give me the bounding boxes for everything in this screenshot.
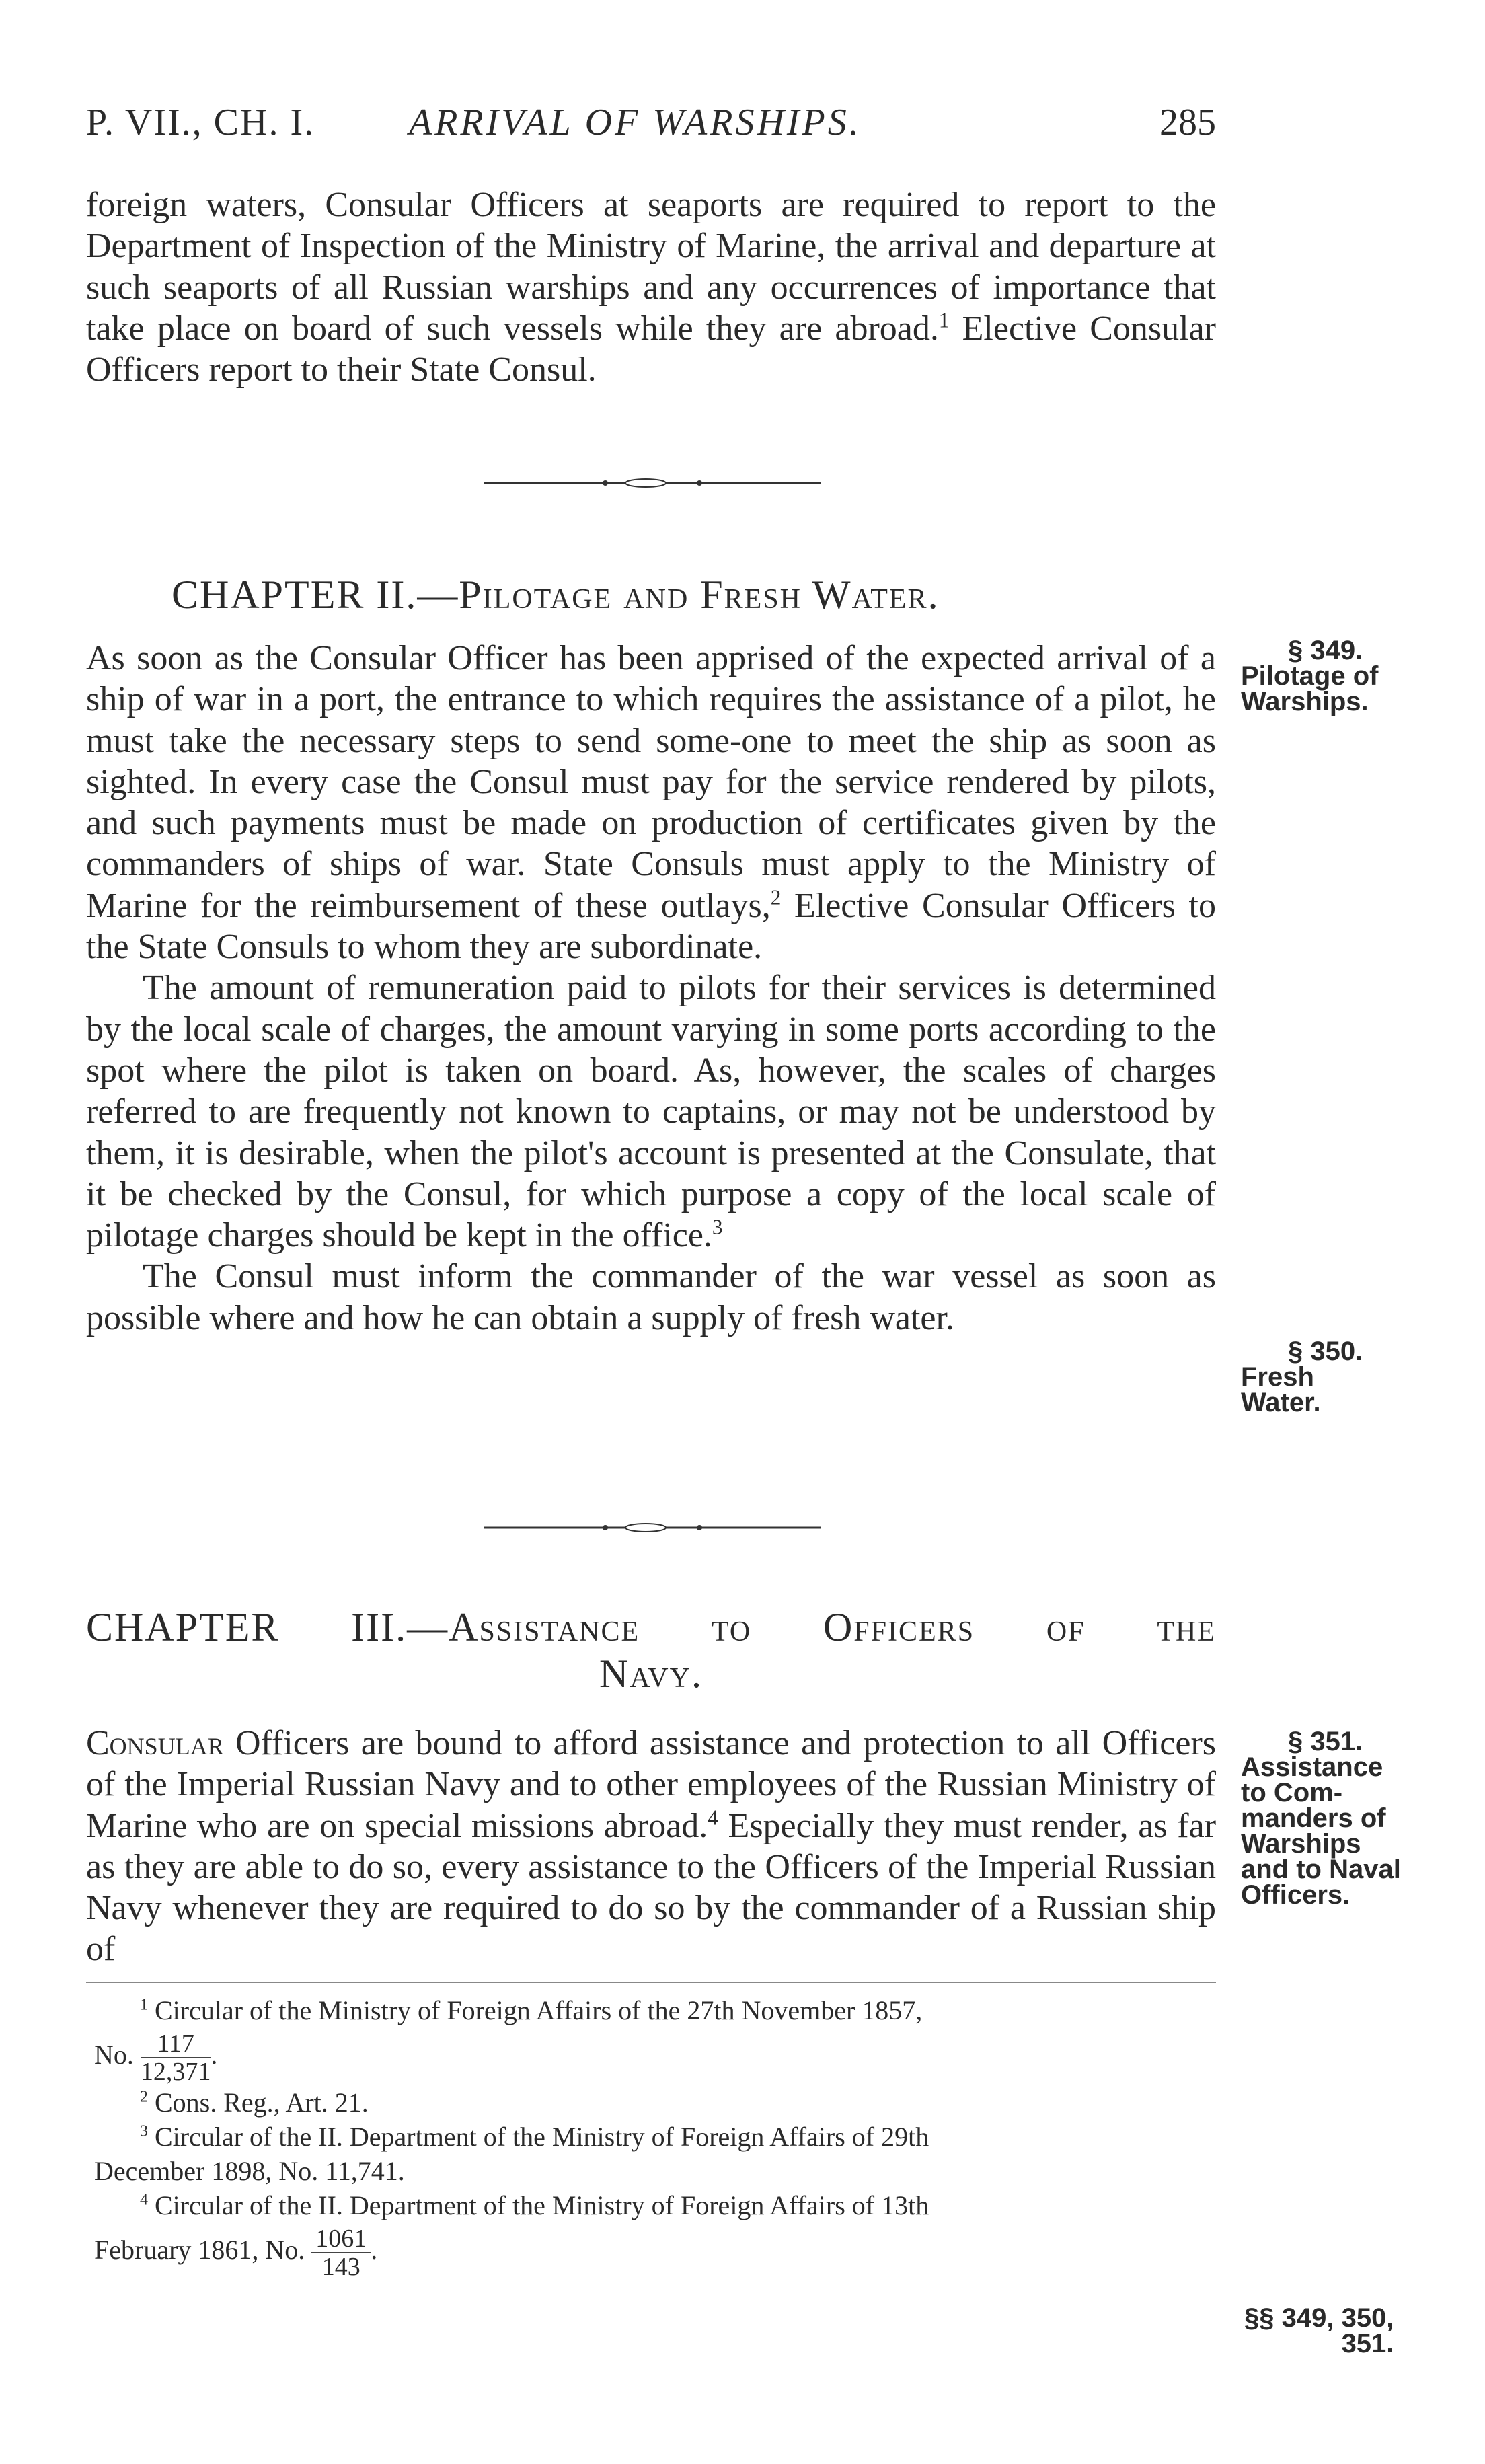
paragraph-text: As soon as the Consular Officer has been apprised of the expected arrival of a ship of war in a port, the entrance to which requires the assistance of a pilot, he must take the necessary steps to send some-one to meet the ship as soon as sighted. In every case the Consul must pay for the service rendered by pilots, and such payments must be made on production of certificates given by the commanders of ships of war. State Consuls must apply to the Ministry of Marine for the reimbursement of these outlays, bbox=[86, 639, 1216, 925]
part-chapter-label: P. VII., CH. I. bbox=[86, 102, 315, 143]
footnote-ref: 1 bbox=[938, 308, 950, 332]
footnote-text: February 1861, No. bbox=[94, 2235, 305, 2266]
chapter-2-number: CHAPTER II.— bbox=[172, 572, 459, 617]
chapter-2-body bbox=[86, 638, 1216, 1339]
margin-note-line: Officers. bbox=[1241, 1880, 1350, 1910]
footnote-4-continued: February 1861, No. $\frac{1061}{143}$ . bbox=[94, 2225, 378, 2281]
page-number: 285 bbox=[1159, 102, 1216, 143]
footnote-4 bbox=[94, 2188, 1224, 2223]
ornamental-divider bbox=[484, 473, 821, 493]
footnote-number: 2 bbox=[140, 2088, 148, 2106]
section-number: § 349. bbox=[1288, 636, 1363, 665]
chapter-2-heading bbox=[172, 572, 1301, 618]
fraction-denominator: 12,371 bbox=[140, 2058, 211, 2086]
footnote-text: Circular of the II. Department of the Ministry of Foreign Affairs of 13th bbox=[155, 2190, 929, 2220]
section-number: § 351. bbox=[1288, 1727, 1363, 1756]
intro-text-end: Elective Consular Officers report to their State Consul. bbox=[86, 309, 1217, 389]
footnote-ref: 4 bbox=[708, 1805, 718, 1830]
ornamental-divider bbox=[484, 1518, 821, 1538]
footnote-number: 4 bbox=[140, 2191, 148, 2209]
fraction-numerator: 1061 bbox=[311, 2225, 371, 2253]
chapter-2-paragraph-1 bbox=[86, 638, 1216, 967]
chapter-3-body bbox=[86, 1723, 1216, 1970]
paragraph-text: Especially they must render, as far as they are able to do so, every assistance to the Officers of the Imperial Russian Navy whenever they are required to do so by the commander of a Russian ship of bbox=[86, 1806, 1217, 1969]
page-footer-sections bbox=[1244, 2305, 1394, 2356]
fraction-denominator: 143 bbox=[321, 2253, 360, 2281]
paragraph-text: The Consul must inform the commander of the war vessel as soon as possible where and how he can obtain a supply of fresh water. bbox=[86, 1257, 1216, 1337]
chapter-3-title: Assistance to Officers of the bbox=[449, 1605, 1216, 1649]
footnotes bbox=[94, 1993, 1224, 2280]
chapter-2-paragraph-2 bbox=[86, 967, 1216, 1256]
intro-text: foreign waters, Consular Officers at seaports are required to report to the Department of Inspection of the Ministry of Marine, the arrival and departure at such seaports of all Russian warships and any occurrences of importance that take place on board of such vessels while they are abroad. bbox=[86, 186, 1216, 348]
margin-note-line: Water. bbox=[1241, 1388, 1321, 1417]
paragraph-text: The amount of remuneration paid to pilots for their services is determined by the local scale of charges, the amount varying in some ports according to the spot where the pilot is taken on board. As, however, the scales of charges referred to are frequently not known to captains, or may not be understood by them, it is desirable, when the pilot's account is presented at the Consulate, that it be checked by the Consul, for which purpose a copy of the local scale of pilotage charges should be kept in the office. bbox=[86, 969, 1216, 1255]
footnote-rule bbox=[86, 1982, 1216, 1983]
fraction-numerator: 117 bbox=[141, 2030, 211, 2058]
footnote-text: Circular of the Ministry of Foreign Affairs of the 27th November 1857, bbox=[155, 1995, 923, 2025]
margin-note-line: Warships bbox=[1241, 1829, 1361, 1859]
footnote-number: 1 bbox=[140, 1996, 148, 2014]
margin-note-350 bbox=[1241, 1339, 1363, 1415]
footnote-3-continued: December 1898, No. 11,741. bbox=[94, 2156, 405, 2186]
margin-note-line: Fresh bbox=[1241, 1362, 1314, 1392]
margin-note-line: to Com- bbox=[1241, 1778, 1343, 1807]
footnote-3 bbox=[94, 2120, 1224, 2154]
footnote-1 bbox=[94, 1993, 1224, 2027]
footnote-ref: 3 bbox=[712, 1215, 723, 1239]
footnote-ref: 2 bbox=[770, 885, 782, 909]
margin-note-349 bbox=[1241, 638, 1378, 714]
footnote-2 bbox=[94, 2085, 1224, 2120]
margin-note-line: Warships. bbox=[1241, 687, 1369, 716]
section-reference: §§ 349, 350, bbox=[1244, 2303, 1394, 2333]
footnote-text: No. bbox=[94, 2040, 134, 2070]
footnote-number: 3 bbox=[140, 2122, 148, 2140]
margin-note-351 bbox=[1241, 1729, 1401, 1908]
running-header bbox=[86, 101, 1216, 155]
margin-note-line: manders of bbox=[1241, 1803, 1386, 1833]
margin-note-line: Pilotage of bbox=[1241, 661, 1379, 691]
section-reference: 351. bbox=[1341, 2329, 1394, 2358]
paragraph-text: Elective Consular Officers to the State Consuls to whom they are subordinate. bbox=[86, 886, 1216, 967]
margin-note-line: and to Naval bbox=[1241, 1855, 1401, 1884]
chapter-2-title: Pilotage and Fresh Water. bbox=[459, 572, 940, 617]
chapter-3-heading bbox=[86, 1604, 1216, 1697]
intro-paragraph bbox=[86, 184, 1216, 390]
running-title: ARRIVAL OF WARSHIPS. bbox=[409, 102, 862, 143]
paragraph-text: Officers are bound to afford assistance and protection to all Officers of the Imperial Russian Navy and to other employees of the Russian Ministry of Marine who are on special missions abroad. bbox=[86, 1724, 1216, 1845]
footnote-text: Cons. Reg., Art. 21. bbox=[155, 2087, 369, 2118]
fraction bbox=[141, 2030, 211, 2085]
footnote-1-fraction-line: No. $\frac{117}{12,371}$ . bbox=[94, 2029, 218, 2086]
fraction bbox=[311, 2225, 371, 2280]
chapter-3-title-continued: Navy. bbox=[599, 1651, 703, 1696]
chapter-2-paragraph-3 bbox=[86, 1256, 1216, 1339]
margin-note-line: Assistance bbox=[1241, 1752, 1383, 1782]
section-number: § 350. bbox=[1288, 1337, 1363, 1366]
chapter-3-paragraph-1 bbox=[86, 1723, 1216, 1970]
paragraph-lead: Consular bbox=[86, 1724, 224, 1762]
chapter-3-number: CHAPTER III.— bbox=[86, 1605, 449, 1649]
footnote-text: Circular of the II. Department of the Ministry of Foreign Affairs of 29th bbox=[155, 2122, 929, 2152]
